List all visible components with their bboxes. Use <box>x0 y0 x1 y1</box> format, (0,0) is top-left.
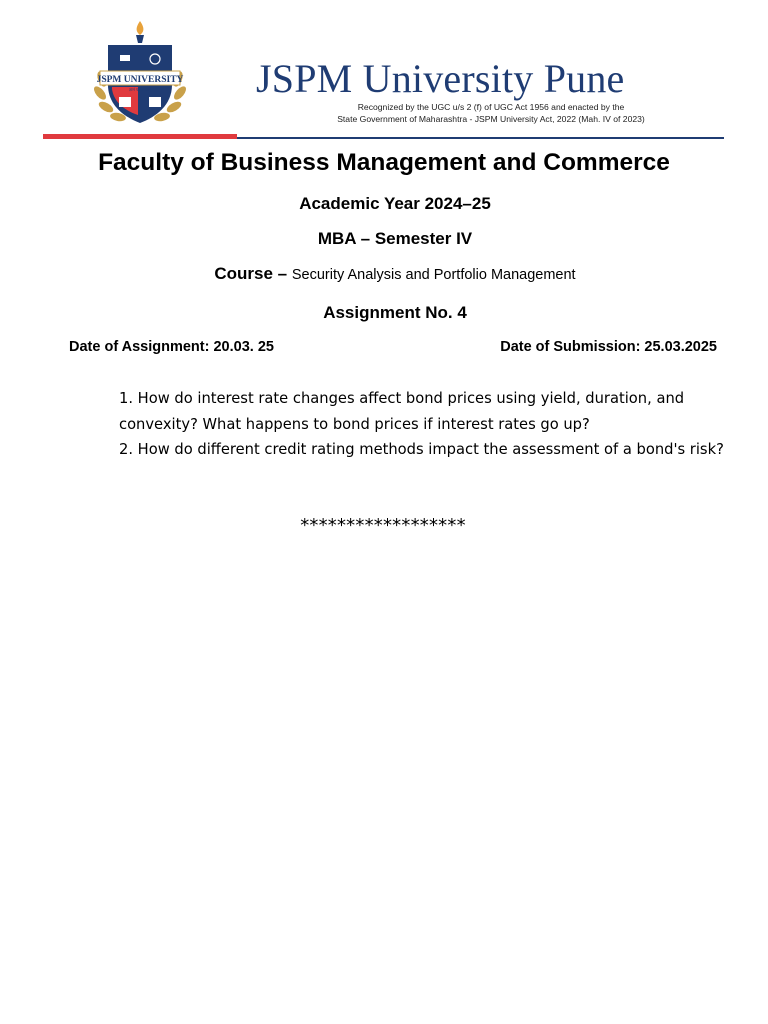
academic-year: Academic Year 2024–25 <box>299 194 491 213</box>
question-item: 2. How do different credit rating methods impact the assessment of a bond's risk? <box>119 441 724 458</box>
end-marker: ****************** <box>300 515 466 536</box>
date-of-assignment: Date of Assignment: 20.03. 25 <box>69 339 274 355</box>
recognition-text: Recognized by the UGC u/s 2 (f) of UGC Act 1956 and enacted by the State Government of Maharashtra - JSPM University Act, 2022 (Mah. IV of 2023) <box>337 102 645 124</box>
faculty-title: Faculty of Business Management and Commerce <box>98 149 670 176</box>
letterhead <box>43 15 724 140</box>
question-item: 1. How do interest rate changes affect bond prices using yield, duration, and convexity? What happens to bond prices if interest rates go up? <box>119 390 685 433</box>
assignment-number: Assignment No. 4 <box>323 303 467 322</box>
university-name: JSPM University Pune <box>256 56 625 101</box>
program-semester: MBA – Semester IV <box>317 229 473 248</box>
course-name: Security Analysis and Portfolio Management <box>291 267 576 283</box>
header-divider-red <box>43 134 237 139</box>
university-logo <box>90 19 190 127</box>
course-label: Course – <box>214 264 292 283</box>
header-divider-blue <box>237 137 724 139</box>
logo-text: JSPM UNIVERSITY <box>96 75 184 85</box>
question-list <box>119 386 725 463</box>
date-of-submission: Date of Submission: 25.03.2025 <box>500 339 717 355</box>
course-info <box>200 264 590 285</box>
logo-tagline: ज्ञानं परमं बलम् <box>128 87 152 92</box>
